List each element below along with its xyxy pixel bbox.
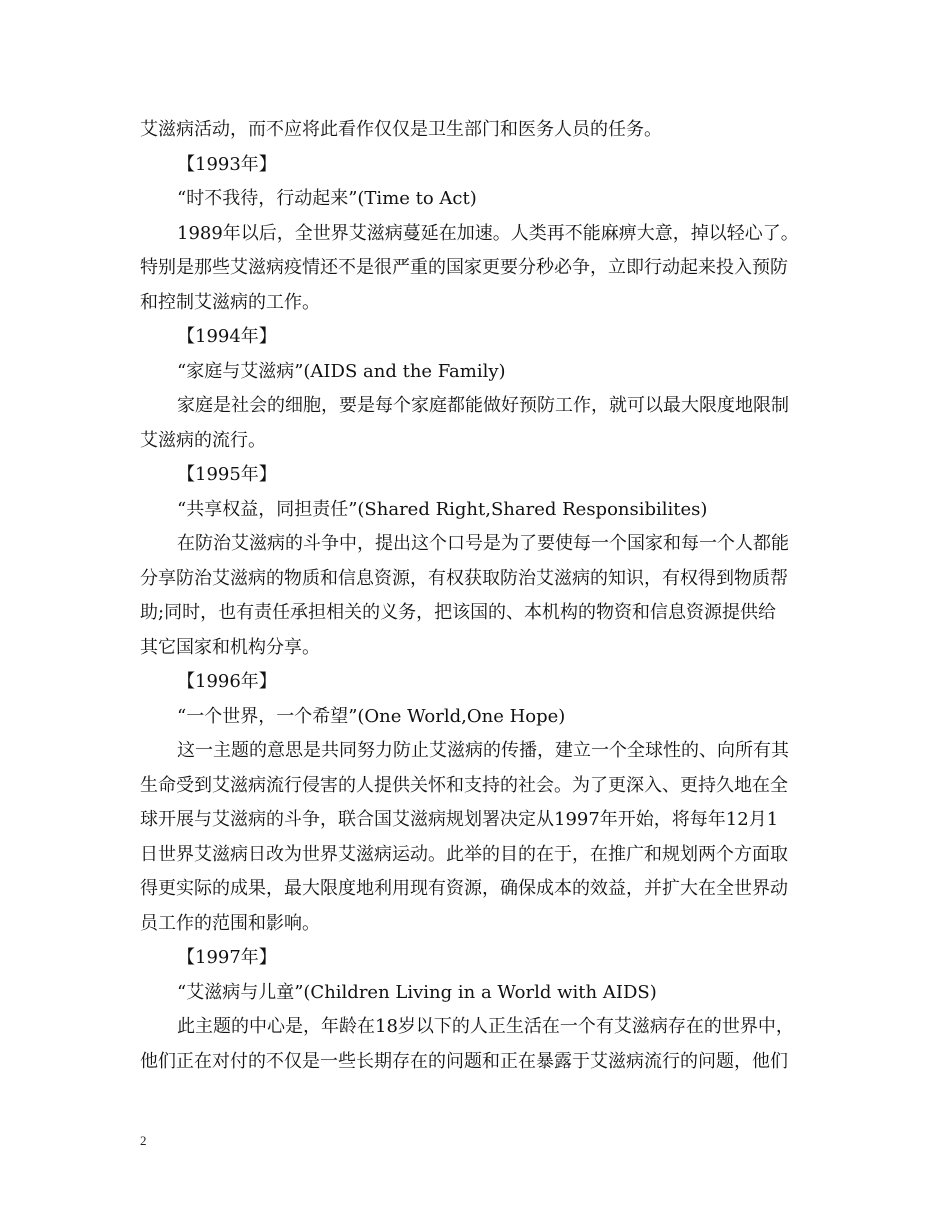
text-line: “家庭与艾滋病”(AIDS and the Family): [177, 360, 506, 382]
text-line: 艾滋病的流行。: [140, 429, 266, 451]
text-line: 【1994年】: [177, 326, 277, 347]
text-line: 【1997年】: [177, 947, 277, 968]
text-line: 分享防治艾滋病的物质和信息资源，有权获取防治艾滋病的知识，有权得到物质帮: [140, 567, 788, 589]
text-line: 在防治艾滋病的斗争中，提出这个口号是为了要使每一个国家和每一个人都能: [177, 533, 789, 554]
text-line: 和控制艾滋病的工作。: [140, 291, 320, 313]
text-line: 这一主题的意思是共同努力防止艾滋病的传播，建立一个全球性的、向所有其: [177, 740, 789, 761]
text-line: 特别是那些艾滋病疫情还不是很严重的国家更要分秒必争，立即行动起来投入预防: [140, 257, 788, 278]
page-number: 2: [140, 1133, 147, 1148]
text-line: 球开展与艾滋病的斗争，联合国艾滋病规划署决定从1997年开始，将每年12月1: [140, 809, 779, 830]
text-line: 【1993年】: [177, 153, 277, 175]
text-line: “一个世界，一个希望”(One World,One Hope): [177, 705, 566, 727]
text-line: 他们正在对付的不仅是一些长期存在的问题和正在暴露于艾滋病流行的问题，他们: [140, 1050, 788, 1072]
text-line: 其它国家和机构分享。: [140, 636, 320, 658]
text-line: 助;同时，也有责任承担相关的义务，把该国的、本机构的物资和信息资源提供给: [140, 602, 777, 623]
text-line: 得更实际的成果，最大限度地利用现有资源，确保成本的效益，并扩大在全世界动: [140, 878, 788, 899]
text-line: 1989年以后，全世界艾滋病蔓延在加速。人类再不能麻痹大意，掉以轻心了。: [177, 222, 799, 244]
text-line: 员工作的范围和影响。: [140, 912, 320, 934]
text-line: “艾滋病与儿童”(Children Living in a World with AIDS): [177, 981, 657, 1003]
text-line: “共享权益，同担责任”(Shared Right,Shared Responsibilites): [177, 498, 708, 520]
text-line: 此主题的中心是，年龄在18岁以下的人正生活在一个有艾滋病存在的世界中，: [177, 1016, 794, 1037]
text-line: 【1996年】: [177, 671, 277, 692]
text-line: 家庭是社会的细胞，要是每个家庭都能做好预防工作，就可以最大限度地限制: [177, 395, 789, 416]
text-line: 生命受到艾滋病流行侵害的人提供关怀和支持的社会。为了更深入、更持久地在全: [140, 774, 788, 796]
text-line: “时不我待，行动起来”(Time to Act): [177, 188, 477, 209]
text-line: 【1995年】: [177, 464, 277, 485]
text-line: 艾滋病活动，而不应将此看作仅仅是卫生部门和医务人员的任务。: [140, 119, 662, 140]
text-line: 日世界艾滋病日改为世界艾滋病运动。此举的目的在于，在推广和规划两个方面取: [140, 843, 788, 865]
